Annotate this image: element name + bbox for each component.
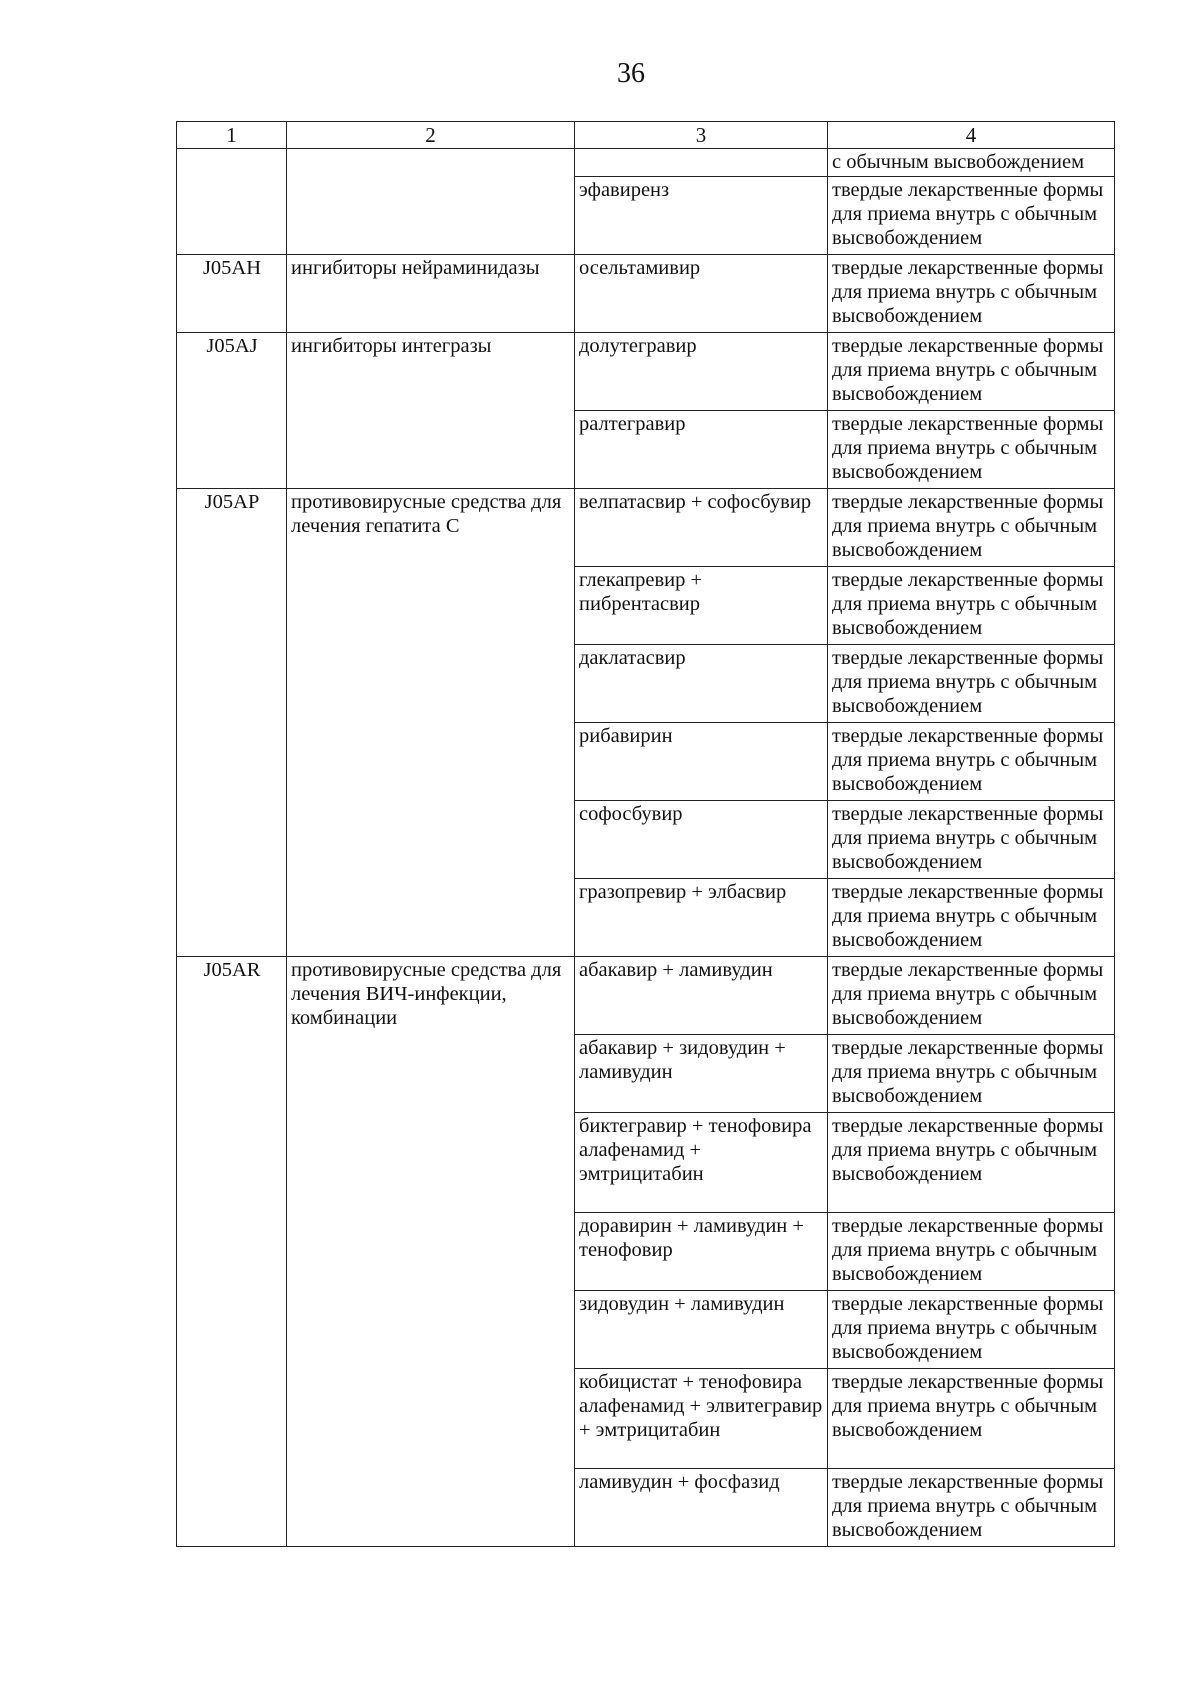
form-cell: твердые лекарственные формы для приема внутрь с обычным высвобождением	[828, 645, 1115, 723]
code-cell: J05AP	[177, 489, 287, 957]
code-cell: J05AJ	[177, 333, 287, 489]
form-cell: твердые лекарственные формы для приема внутрь с обычным высвобождением	[828, 1213, 1115, 1291]
form-cell: твердые лекарственные формы для приема внутрь с обычным высвобождением	[828, 255, 1115, 333]
header-col-3: 3	[575, 122, 828, 149]
medication-table	[176, 121, 1115, 1547]
form-cell: с обычным высвобождением	[828, 149, 1115, 177]
drug-cell: биктегравир + тенофовира алафенамид + эмтрицитабин	[575, 1113, 828, 1213]
page-number: 36	[617, 58, 645, 89]
form-cell: твердые лекарственные формы для приема внутрь с обычным высвобождением	[828, 801, 1115, 879]
form-cell: твердые лекарственные формы для приема внутрь с обычным высвобождением	[828, 1469, 1115, 1547]
table-row	[177, 489, 1115, 567]
table-row	[177, 149, 1115, 177]
drug-cell: софосбувир	[575, 801, 828, 879]
group-cell: ингибиторы интегразы	[287, 333, 575, 489]
drug-cell: ралтегравир	[575, 411, 828, 489]
code-cell	[177, 149, 287, 255]
form-cell: твердые лекарственные формы для приема внутрь с обычным высвобождением	[828, 177, 1115, 255]
form-cell: твердые лекарственные формы для приема внутрь с обычным высвобождением	[828, 1369, 1115, 1469]
drug-cell: осельтамивир	[575, 255, 828, 333]
table-row	[177, 333, 1115, 411]
drug-cell: кобицистат + тенофовира алафенамид + элвитегравир + эмтрицитабин	[575, 1369, 828, 1469]
header-row	[177, 122, 1115, 149]
form-cell: твердые лекарственные формы для приема внутрь с обычным высвобождением	[828, 957, 1115, 1035]
drug-cell: глекапревир + пибрентасвир	[575, 567, 828, 645]
group-cell	[287, 149, 575, 255]
form-cell: твердые лекарственные формы для приема внутрь с обычным высвобождением	[828, 879, 1115, 957]
group-cell: противовирусные средства для лечения гепатита С	[287, 489, 575, 957]
drug-cell: доравирин + ламивудин + тенофовир	[575, 1213, 828, 1291]
form-cell: твердые лекарственные формы для приема внутрь с обычным высвобождением	[828, 489, 1115, 567]
drug-cell: велпатасвир + софосбувир	[575, 489, 828, 567]
drug-cell: абакавир + ламивудин	[575, 957, 828, 1035]
group-cell: ингибиторы нейраминидазы	[287, 255, 575, 333]
header-col-4: 4	[828, 122, 1115, 149]
form-cell: твердые лекарственные формы для приема внутрь с обычным высвобождением	[828, 411, 1115, 489]
table-row	[177, 957, 1115, 1035]
drug-cell: абакавир + зидовудин + ламивудин	[575, 1035, 828, 1113]
drug-cell: гразопревир + элбасвир	[575, 879, 828, 957]
code-cell: J05AR	[177, 957, 287, 1547]
drug-cell: эфавиренз	[575, 177, 828, 255]
form-cell: твердые лекарственные формы для приема внутрь с обычным высвобождением	[828, 1035, 1115, 1113]
code-cell: J05AH	[177, 255, 287, 333]
form-cell: твердые лекарственные формы для приема внутрь с обычным высвобождением	[828, 723, 1115, 801]
header-col-2: 2	[287, 122, 575, 149]
form-cell: твердые лекарственные формы для приема внутрь с обычным высвобождением	[828, 1113, 1115, 1213]
drug-cell: долутегравир	[575, 333, 828, 411]
drug-cell: даклатасвир	[575, 645, 828, 723]
form-cell: твердые лекарственные формы для приема внутрь с обычным высвобождением	[828, 333, 1115, 411]
form-cell: твердые лекарственные формы для приема внутрь с обычным высвобождением	[828, 1291, 1115, 1369]
group-cell: противовирусные средства для лечения ВИЧ-инфекции, комбинации	[287, 957, 575, 1547]
drug-cell: рибавирин	[575, 723, 828, 801]
drug-cell: ламивудин + фосфазид	[575, 1469, 828, 1547]
drug-cell	[575, 149, 828, 177]
form-cell: твердые лекарственные формы для приема внутрь с обычным высвобождением	[828, 567, 1115, 645]
table-row	[177, 255, 1115, 333]
drug-cell: зидовудин + ламивудин	[575, 1291, 828, 1369]
header-col-1: 1	[177, 122, 287, 149]
